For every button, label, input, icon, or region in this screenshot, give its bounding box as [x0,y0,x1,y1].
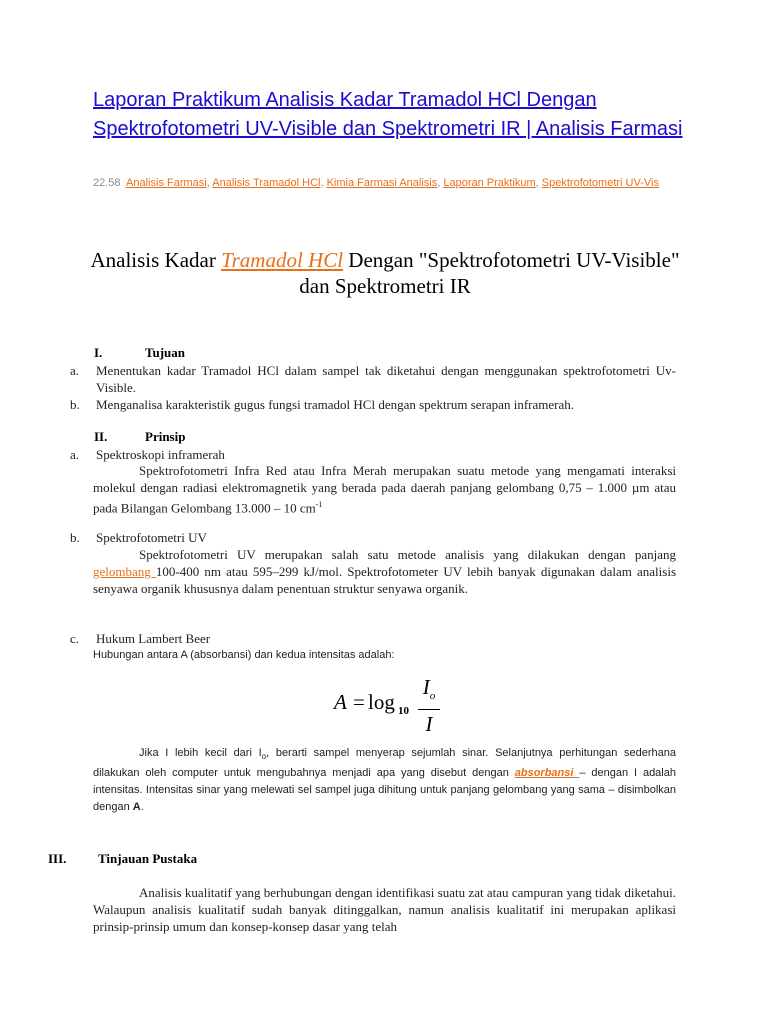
formula-lhs: A [334,690,347,714]
label-link[interactable]: Analisis Farmasi [126,177,207,189]
list-item [70,362,676,396]
list-text: Hukum Lambert Beer [96,631,211,646]
superscript: -1 [315,500,323,509]
subsection-title [70,630,676,647]
subscript: o [261,752,267,762]
formula-intro: Hubungan antara A (absorbansi) dan kedua intensitas adalah: [93,649,395,661]
paragraph-text: Analisis kualitatif yang berhubungan dengan identifikasi suatu zat atau campuran yang tidak diketahui. Walaupun analisis kualitatif sudah banyak ditinggalkan, namun analisis kualitatif ini merupakan aplikasi prinsip-prinsip umum dan konsep-konsep dasar yang telah [93,885,676,934]
list-text: Menganalisa karakteristik gugus fungsi tramadol HCl dengan spektrum serapan inframerah. [96,397,574,412]
section-title: Prinsip [145,429,186,444]
subsection-title [70,446,676,463]
subsection-title [70,529,676,546]
label-link[interactable]: Laporan Praktikum [443,177,536,189]
list-marker: a. [70,447,80,462]
section-heading-tinjauan [48,851,197,867]
lambert-beer-formula [334,676,454,736]
gelombang-link[interactable]: gelombang [93,564,156,579]
list-marker: b. [70,397,80,412]
numerator-subscript: o [429,690,436,703]
section-heading-prinsip [94,429,185,445]
list-text: Spektrofotometri UV [96,530,207,545]
list-marker: b. [70,530,80,545]
document-title [85,247,685,299]
title-text: Dengan "Spektrofotometri UV-Visible" dan Spektrometri IR [299,248,680,298]
paragraph [93,884,676,935]
post-title-link[interactable]: Laporan Praktikum Analisis Kadar Tramadol HCl Dengan Spektrofotometri UV-Visible dan Spektrometri IR | Analisis Farmasi [93,89,683,140]
formula-log: log [368,690,395,714]
section-number: II. [94,429,108,444]
label-link[interactable]: Spektrofotometri UV-Vis [541,177,659,189]
formula-numerator [418,676,440,707]
section-heading-tujuan [94,345,185,361]
list-item [70,396,676,413]
paragraph-text: Spektrofotometri Infra Red atau Infra Merah merupakan suatu metode yang mengamati interaksi molekul dengan radiasi elektromagnetik yang berada pada daerah panjang gelombang 0,75 – 1.000 µm atau pada Bilangan Gelombang 13.000 – 10 cm [93,463,676,516]
paragraph [93,745,676,816]
bold-symbol: A [132,801,141,814]
fraction-bar [418,709,440,710]
paragraph [93,546,676,597]
section-title: Tujuan [145,345,185,360]
formula-equals: = [353,690,365,714]
title-text: Analisis Kadar [90,248,222,272]
paragraph-text: Jika I lebih kecil dari I [139,747,262,759]
numerator-symbol: I [422,675,430,699]
post-meta: 22.58 Analisis Farmasi, Analisis Tramadol HCl, Kimia Farmasi Analisis, Laporan Praktikum, Spektrofotometri UV-Vis [93,177,659,189]
tramadol-link[interactable]: Tramadol HCl [221,248,344,272]
section-number: I. [94,345,103,360]
paragraph-text: . [140,801,144,814]
formula-denominator: I [425,712,433,737]
label-link[interactable]: Kimia Farmasi Analisis [326,177,438,189]
paragraph-text: – dengan I adalah intensitas. Intensitas sinar yang melewati sel sampel juga dihitung untuk panjang gelombang yang sama – disimbolkan dengan [93,767,676,814]
paragraph-text: , berarti sampel menyerap sejumlah sinar. Selanjutnya perhitungan sederhana dilakukan oleh computer untuk mengubahnya menjadi apa yang disebut dengan [93,747,676,780]
post-title [93,86,693,144]
section-number: III. [48,851,67,866]
section-title: Tinjauan Pustaka [98,851,198,866]
paragraph-text: 100-400 nm atau 595–299 kJ/mol. Spektrofotometer UV lebih banyak digunakan dalam analisis senyawa organik khususnya dalam penentuan struktur senyawa organik. [93,564,677,596]
paragraph-text: Spektrofotometri UV merupakan salah satu metode analisis yang dilakukan dengan panjang [139,547,676,562]
post-time: 22.58 [93,177,121,189]
formula-log-base: 10 [398,705,409,717]
list-marker: c. [70,631,80,646]
absorbansi-link[interactable]: absorbansi [514,767,580,780]
list-text: Menentukan kadar Tramadol HCl dalam sampel tak diketahui dengan menggunakan spektrofotometri Uv-Visible. [96,363,676,395]
list-marker: a. [70,363,80,378]
paragraph [93,462,676,516]
label-link[interactable]: Analisis Tramadol HCl [212,177,321,189]
formula-fraction [418,676,440,735]
list-text: Spektroskopi inframerah [96,447,225,462]
